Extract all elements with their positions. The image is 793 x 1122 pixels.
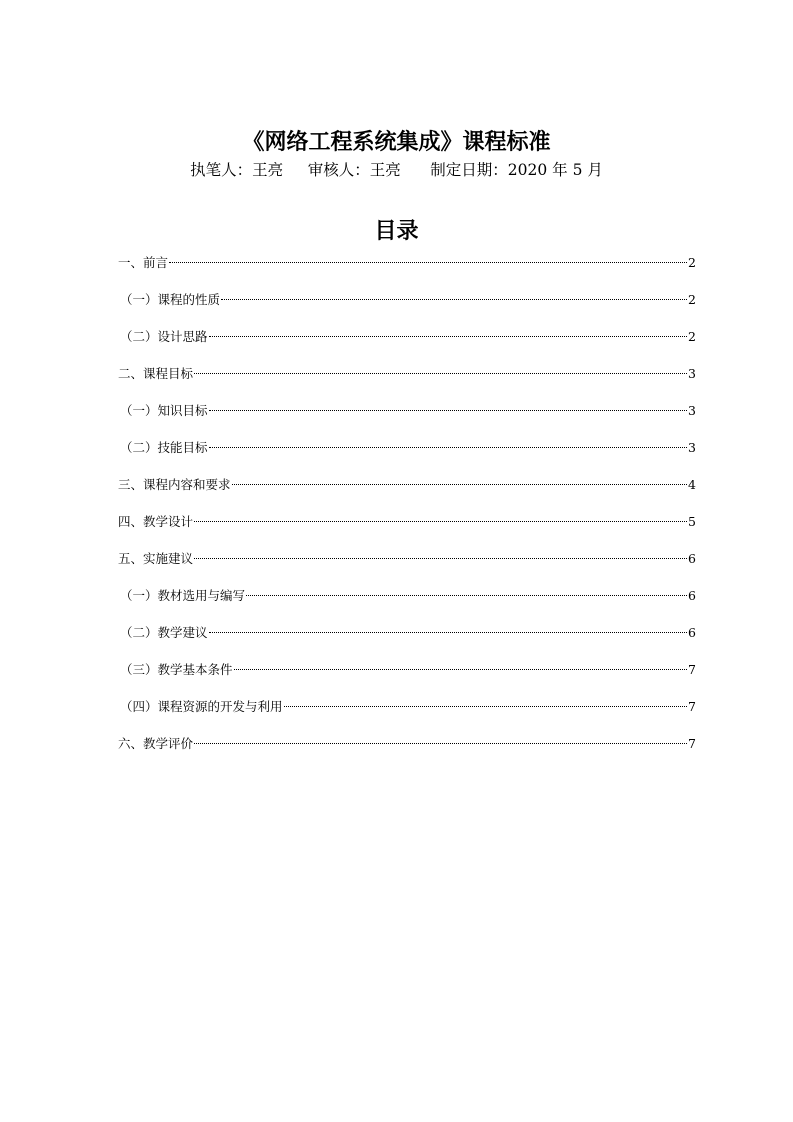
toc-entry-label: （二）技能目标: [120, 440, 208, 455]
toc-entry-page-number: 2: [688, 292, 696, 307]
toc-entry[interactable]: [118, 620, 696, 657]
toc-dot-leader: [194, 743, 687, 744]
toc-dot-leader: [221, 299, 687, 300]
toc-dot-leader: [209, 336, 688, 337]
toc-entry[interactable]: [118, 472, 696, 509]
toc-entry-page-number: 7: [688, 736, 696, 751]
toc-heading: 目录: [374, 219, 419, 245]
toc-entry-page-number: 3: [688, 403, 696, 418]
toc-entry-page-number: 2: [688, 255, 696, 270]
toc-entry[interactable]: [118, 657, 696, 694]
toc-entry-page-number: 6: [688, 551, 696, 566]
toc-dot-leader: [194, 373, 687, 374]
toc-dot-leader: [232, 484, 688, 485]
toc-entry[interactable]: [118, 694, 696, 731]
toc-entry[interactable]: [118, 398, 696, 435]
table-of-contents: [118, 250, 696, 768]
toc-entry-label: 三、课程内容和要求: [118, 477, 231, 492]
toc-entry-page-number: 4: [688, 477, 696, 492]
toc-entry[interactable]: [118, 731, 696, 768]
toc-entry-page-number: 7: [688, 662, 696, 677]
toc-entry-page-number: 3: [688, 440, 696, 455]
toc-entry[interactable]: [118, 324, 696, 361]
toc-entry[interactable]: [118, 546, 696, 583]
toc-entry-label: 四、教学设计: [118, 514, 194, 529]
toc-entry[interactable]: [118, 361, 696, 398]
document-title: 《网络工程系统集成》课程标准: [242, 129, 551, 155]
toc-entry-label: 六、教学评价: [118, 736, 194, 751]
toc-entry-page-number: 6: [688, 625, 696, 640]
toc-dot-leader: [194, 521, 687, 522]
toc-entry-label: （二）设计思路: [120, 329, 208, 344]
toc-dot-leader: [209, 632, 688, 633]
toc-entry-label: 二、课程目标: [118, 366, 194, 381]
toc-dot-leader: [194, 558, 687, 559]
toc-dot-leader: [209, 410, 688, 411]
toc-entry[interactable]: [118, 250, 696, 287]
toc-entry-label: （一）教材选用与编写: [120, 588, 246, 603]
toc-entry-page-number: 6: [688, 588, 696, 603]
toc-entry-page-number: 7: [688, 699, 696, 714]
toc-entry[interactable]: [118, 509, 696, 546]
toc-dot-leader: [209, 447, 688, 448]
toc-entry-label: （二）教学建议: [120, 625, 208, 640]
toc-entry[interactable]: [118, 287, 696, 324]
toc-dot-leader: [169, 262, 687, 263]
toc-entry-page-number: 2: [688, 329, 696, 344]
toc-entry-page-number: 5: [688, 514, 696, 529]
toc-entry-label: （三）教学基本条件: [120, 662, 233, 677]
toc-entry[interactable]: [118, 435, 696, 472]
toc-entry-label: 一、前言: [118, 255, 169, 270]
toc-entry-label: （四）课程资源的开发与利用: [120, 699, 283, 714]
toc-entry[interactable]: [118, 583, 696, 620]
toc-dot-leader: [234, 669, 688, 670]
authors-line: 执笔人：王亮 审核人：王亮 制定日期：2020 年 5 月: [190, 161, 603, 179]
toc-dot-leader: [246, 595, 687, 596]
toc-entry-label: （一）知识目标: [120, 403, 208, 418]
toc-entry-page-number: 3: [688, 366, 696, 381]
toc-dot-leader: [284, 706, 688, 707]
toc-entry-label: 五、实施建议: [118, 551, 194, 566]
toc-entry-label: （一）课程的性质: [120, 292, 221, 307]
